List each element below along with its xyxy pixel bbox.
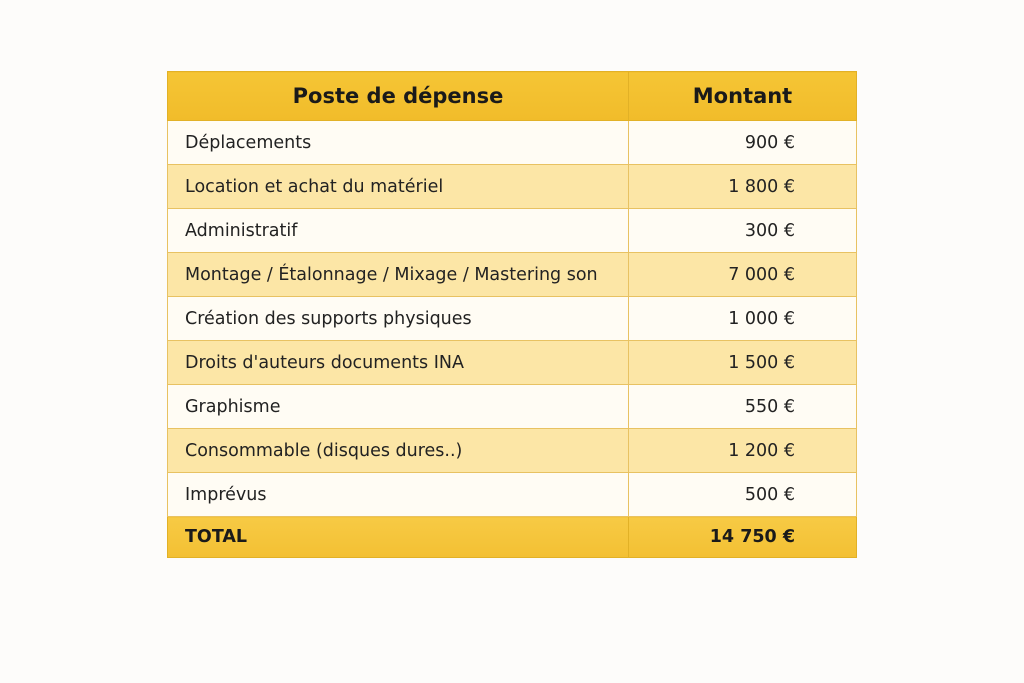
expense-item-label: Création des supports physiques [168,297,629,341]
expense-item-label: Consommable (disques dures..) [168,429,629,473]
expense-item-label: Imprévus [168,473,629,517]
expense-item-label: Déplacements [168,121,629,165]
expense-amount: 300 € [629,209,857,253]
table-row [168,473,857,517]
expense-amount: 1 000 € [629,297,857,341]
column-header-item: Poste de dépense [168,72,629,121]
table-row [168,341,857,385]
table-row [168,165,857,209]
expense-item-label: Location et achat du matériel [168,165,629,209]
expense-amount: 1 200 € [629,429,857,473]
budget-table [167,71,857,558]
table-row [168,385,857,429]
expense-item-label: Droits d'auteurs documents INA [168,341,629,385]
total-row [168,517,857,558]
total-amount: 14 750 € [629,517,857,558]
expense-item-label: Administratif [168,209,629,253]
expense-item-label: Montage / Étalonnage / Mixage / Mastering son [168,253,629,297]
expense-item-label: Graphisme [168,385,629,429]
expense-amount: 900 € [629,121,857,165]
table-header-row [168,72,857,121]
total-label: TOTAL [168,517,629,558]
table-row [168,209,857,253]
expense-amount: 550 € [629,385,857,429]
expense-amount: 1 800 € [629,165,857,209]
table-row [168,429,857,473]
expense-amount: 1 500 € [629,341,857,385]
expense-amount: 500 € [629,473,857,517]
table-row [168,253,857,297]
table-row [168,297,857,341]
expense-amount: 7 000 € [629,253,857,297]
column-header-amount: Montant [629,72,857,121]
table-row [168,121,857,165]
